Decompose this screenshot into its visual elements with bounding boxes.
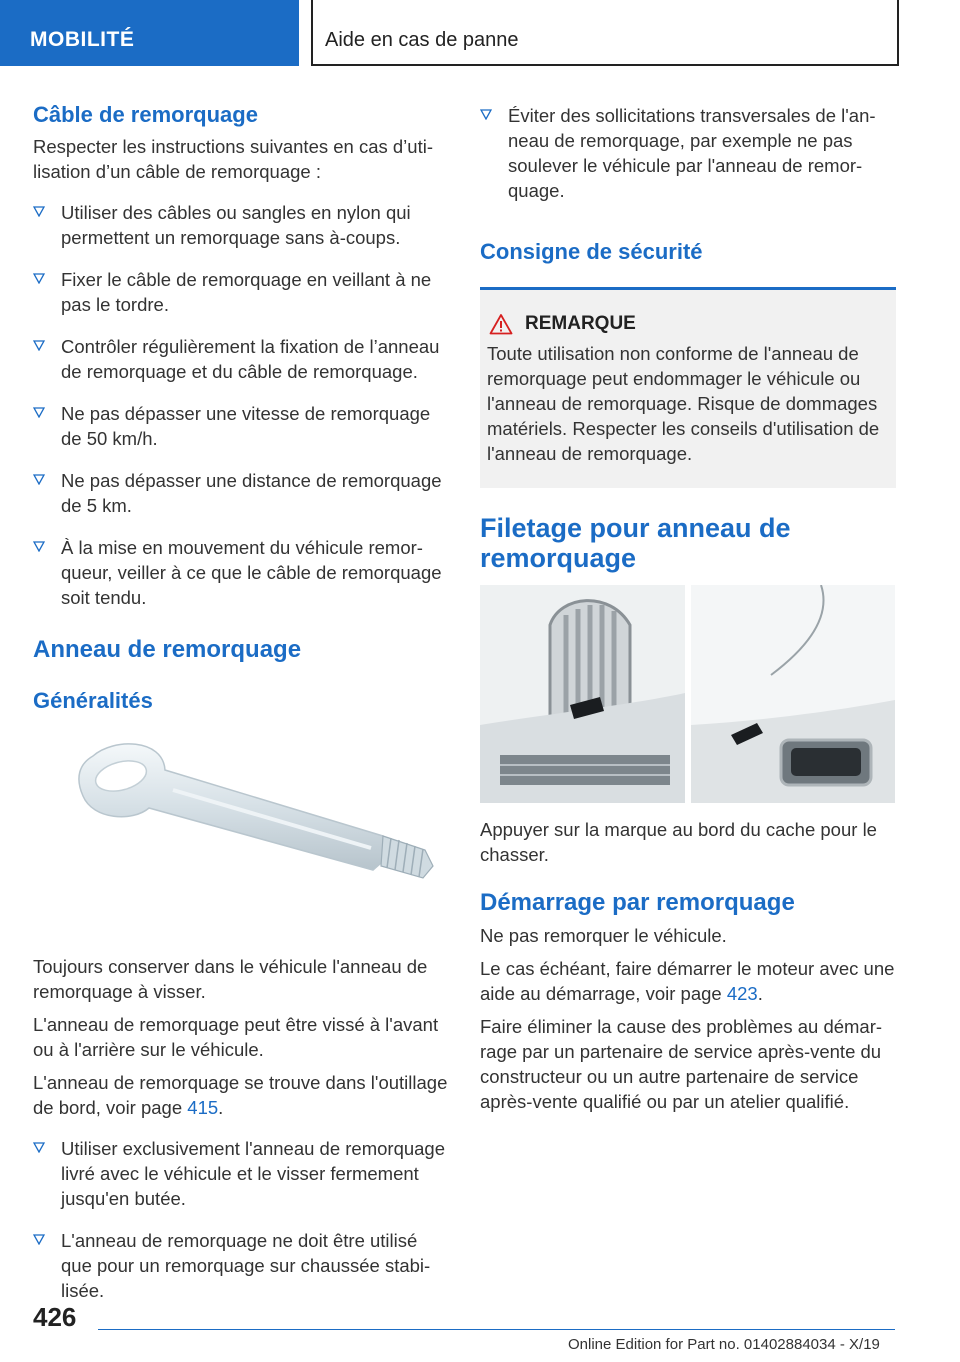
tow-ring-illustration: [53, 738, 453, 914]
footer-rule: [98, 1329, 895, 1330]
left-column: [33, 100, 449, 1303]
list-item: L'anneau de remorquage ne doit être utilisé que pour un remorquage sur chaussée stabilisée.: [33, 1228, 449, 1303]
list-item: Ne pas dépasser une vitesse de remorquage de 50 km/h.: [33, 401, 449, 451]
ring-paragraph-3: L'anneau de remorquage se trouve dans l'outillage de bord, voir page 415.: [33, 1072, 448, 1118]
list-item: Utiliser des câbles ou sangles en nylon qui permettent un remorquage sans à-coups.: [33, 200, 449, 250]
triangle-bullet-icon: [33, 272, 45, 284]
start-heading: Démarrage par remorquage: [480, 889, 795, 916]
start-paragraph-2: Le cas échéant, faire démarrer le moteur avec une aide au démarrage, voir page 423.: [480, 958, 895, 1004]
thread-paragraph: Appuyer sur la marque au bord du cache pour le chasser.: [480, 819, 877, 865]
triangle-bullet-icon: [33, 205, 45, 217]
list-item: Fixer le câble de remorquage en veillant à ne pas le tordre.: [33, 267, 449, 317]
ring-list: [33, 1136, 449, 1303]
warning-text: Toute utilisation non conforme de l'anneau de remorquage peut endommager le véhicule ou l'anneau de remorquage. Risque de dommages matériels. Respecter les conseils d'utilisation de l'anneau de remorquage.: [487, 343, 880, 464]
triangle-bullet-icon: [33, 473, 45, 485]
rear-bumper-photo: [691, 585, 895, 803]
list-item: Utiliser exclusivement l'anneau de remorquage livré avec le véhicule et le visser fermement jusqu'en butée.: [33, 1136, 449, 1211]
front-bumper-photo: [480, 585, 685, 803]
ring-paragraph-2: L'anneau de remorquage peut être vissé à l'avant ou à l'arrière sur le véhicule.: [33, 1014, 439, 1060]
general-heading: Généralités: [33, 688, 153, 713]
right-column-lower: [480, 817, 896, 1114]
triangle-bullet-icon: [33, 339, 45, 351]
triangle-bullet-icon: [33, 1141, 45, 1153]
start-paragraph-1: Ne pas remorquer le véhicule.: [480, 925, 727, 946]
chapter-label: Aide en cas de panne: [325, 29, 519, 51]
cable-list: [33, 200, 449, 610]
warning-triangle-icon: [489, 313, 513, 335]
warning-header: [487, 312, 888, 336]
triangle-bullet-icon: [480, 108, 492, 120]
right-column: [480, 103, 896, 573]
page-link[interactable]: 415: [187, 1097, 219, 1118]
cable-intro: Respecter les instructions suivantes en cas d’utilisation d’un câble de remorquage :: [33, 136, 434, 182]
triangle-bullet-icon: [33, 406, 45, 418]
ring-heading: Anneau de remorquage: [33, 636, 302, 663]
list-item: Éviter des sollicitations transversales de l'anneau de remorquage, par exemple ne pas soulever le véhicule par l'anneau de remorquage.: [480, 103, 896, 203]
list-item: Ne pas dépasser une distance de remorquage de 5 km.: [33, 468, 449, 518]
warning-label: REMARQUE: [525, 313, 636, 334]
section-tab: [0, 0, 299, 66]
list-item: À la mise en mouvement du véhicule remorqueur, veiller à ce que le câble de remorquage soit tendu.: [33, 535, 449, 610]
cable-heading: Câble de remorquage: [33, 102, 258, 127]
list-item: Contrôler régulièrement la fixation de l’anneau de remorquage et du câble de remorquage.: [33, 334, 449, 384]
triangle-bullet-icon: [33, 1233, 45, 1245]
thread-heading: Filetage pour anneau de remorquage: [480, 513, 791, 573]
page-number: 426: [33, 1302, 77, 1332]
chapter-tab: [311, 0, 899, 66]
triangle-bullet-icon: [33, 540, 45, 552]
edition-text: Online Edition for Part no. 01402884034 - X/19: [568, 1336, 880, 1353]
page-link[interactable]: 423: [726, 983, 758, 1004]
section-label: MOBILITÉ: [30, 28, 135, 51]
warning-box: [480, 290, 896, 488]
start-paragraph-3: Faire éliminer la cause des problèmes au démarrage par un partenaire de service après-vente du constructeur ou un autre partenaire de service après-vente qualifié ou par un atelier qualifié.: [480, 1016, 883, 1112]
safety-heading: Consigne de sécurité: [480, 239, 703, 264]
ring-paragraph-1: Toujours conserver dans le véhicule l'anneau de remorquage à visser.: [33, 956, 428, 1002]
